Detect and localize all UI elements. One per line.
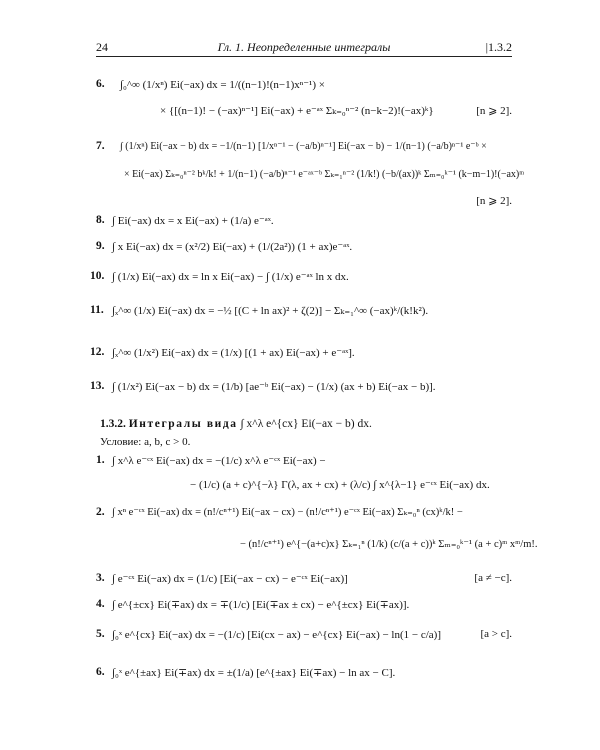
formula-condition: [a > c]. — [480, 628, 512, 640]
formula-line: ∫ₓ^∞ (1/x) Ei(−ax) dx = −½ [(C + ln ax)² + ζ(2)] − Σₖ₌₁^∞ (−ax)ᵏ/(k!k²). — [112, 305, 429, 317]
section-marker: |1.3.2 — [485, 40, 512, 54]
formula-line: ∫ x^λ e⁻ᶜˣ Ei(−ax) dx = −(1/c) x^λ e⁻ᶜˣ Ei(−ax) − — [112, 455, 326, 467]
formula-line: ∫₀ˣ e^{±ax} Ei(∓ax) dx = ±(1/a) [e^{±ax} Ei(∓ax) − ln ax − C]. — [112, 667, 396, 679]
formula-number: 2. — [96, 506, 105, 518]
formula-line: ∫ Ei(−ax) dx = x Ei(−ax) + (1/a) e⁻ᵃˣ. — [112, 215, 274, 227]
formula-line: × Ei(−ax) Σₖ₌₀ⁿ⁻² bᵏ/k! + 1/(n−1) (−a/b)ⁿ⁻¹ e⁻ᵃˣ⁻ᵇ Σₖ₌₁ⁿ⁻² (1/k!) (−b/(ax))ᵏ Σₘ₌₀ᵏ⁻¹ (k−m−1)!(−ax)ᵐ — [124, 169, 525, 180]
formula-line: ∫₀^∞ (1/xⁿ) Ei(−ax) dx = 1/((n−1)!(n−1)xⁿ⁻¹) × — [120, 79, 325, 91]
formula-number: 1. — [96, 454, 105, 466]
formula-number: 10. — [90, 270, 105, 282]
formula-line: ∫ (1/x²) Ei(−ax − b) dx = (1/b) [ae⁻ᵇ Ei(−ax) − (1/x) (ax + b) Ei(−ax − b)]. — [112, 381, 436, 393]
formula-number: 11. — [90, 304, 104, 316]
formula-condition: [n ⩾ 2]. — [476, 195, 512, 207]
running-header — [96, 40, 512, 57]
formula-number: 6. — [96, 78, 105, 90]
formula-number: 8. — [96, 214, 105, 226]
formula-line: ∫ₓ^∞ (1/x²) Ei(−ax) dx = (1/x) [(1 + ax) Ei(−ax) + e⁻ᵃˣ]. — [112, 347, 355, 359]
formula-line: − (1/c) (a + c)^{−λ} Γ(λ, ax + cx) + (λ/c) ∫ x^{λ−1} e⁻ᶜˣ Ei(−ax) dx. — [190, 479, 490, 491]
formula-line: ∫ e^{±cx} Ei(∓ax) dx = ∓(1/c) [Ei(∓ax ± cx) − e^{±cx} Ei(∓ax)]. — [112, 599, 410, 611]
formula-number: 12. — [90, 346, 105, 358]
formula-number: 13. — [90, 380, 105, 392]
formula-line: ∫ x Ei(−ax) dx = (x²/2) Ei(−ax) + (1/(2a²)) (1 + ax)e⁻ᵃˣ. — [112, 241, 353, 253]
formula-number: 9. — [96, 240, 105, 252]
formula-number: 5. — [96, 628, 105, 640]
formula-line: ∫ (1/xⁿ) Ei(−ax − b) dx = −1/(n−1) [1/xⁿ⁻¹ − (−a/b)ⁿ⁻¹] Ei(−ax − b) − 1/(n−1) (−a/b)ⁿ⁻¹ e⁻ᵇ × — [120, 141, 487, 152]
formula-line: ∫₀ˣ e^{cx} Ei(−ax) dx = −(1/c) [Ei(cx − ax) − e^{cx} Ei(−ax) − ln(1 − c/a)] — [112, 629, 442, 641]
formula-number: 7. — [96, 140, 105, 152]
running-title: Гл. 1. Неопределенные интегралы — [217, 40, 391, 54]
formula-number: 3. — [96, 572, 105, 584]
condition-line: Условие: a, b, c > 0. — [100, 436, 191, 448]
section-heading: 1.3.2. Интегралы вида ∫ x^λ e^{cx} Ei(−ax − b) dx. — [100, 418, 372, 430]
formula-line: × {[(n−1)! − (−ax)ⁿ⁻¹] Ei(−ax) + e⁻ᵃˣ Σₖ₌₀ⁿ⁻² (n−k−2)!(−ax)ᵏ} — [160, 105, 434, 117]
page-number: 24 — [96, 40, 108, 54]
formula-line: ∫ e⁻ᶜˣ Ei(−ax) dx = (1/c) [Ei(−ax − cx) − e⁻ᶜˣ Ei(−ax)] — [112, 573, 348, 585]
formula-number: 6. — [96, 666, 105, 678]
formula-number: 4. — [96, 598, 105, 610]
formula-line: ∫ xⁿ e⁻ᶜˣ Ei(−ax) dx = (n!/cⁿ⁺¹) Ei(−ax − cx) − (n!/cⁿ⁺¹) e⁻ᶜˣ Ei(−ax) Σₖ₌₀ⁿ (cx)ᵏ/k! − — [112, 507, 463, 518]
formula-condition: [a ≠ −c]. — [474, 572, 512, 584]
formula-condition: [n ⩾ 2]. — [476, 105, 512, 117]
formula-line: ∫ (1/x) Ei(−ax) dx = ln x Ei(−ax) − ∫ (1/x) e⁻ᵃˣ ln x dx. — [112, 271, 349, 283]
formula-line: − (n!/cⁿ⁺¹) e^{−(a+c)x} Σₖ₌₁ⁿ (1/k) (c/(a + c))ᵏ Σₘ₌₀ᵏ⁻¹ (a + c)ᵐ xᵐ/m!. — [240, 539, 538, 550]
